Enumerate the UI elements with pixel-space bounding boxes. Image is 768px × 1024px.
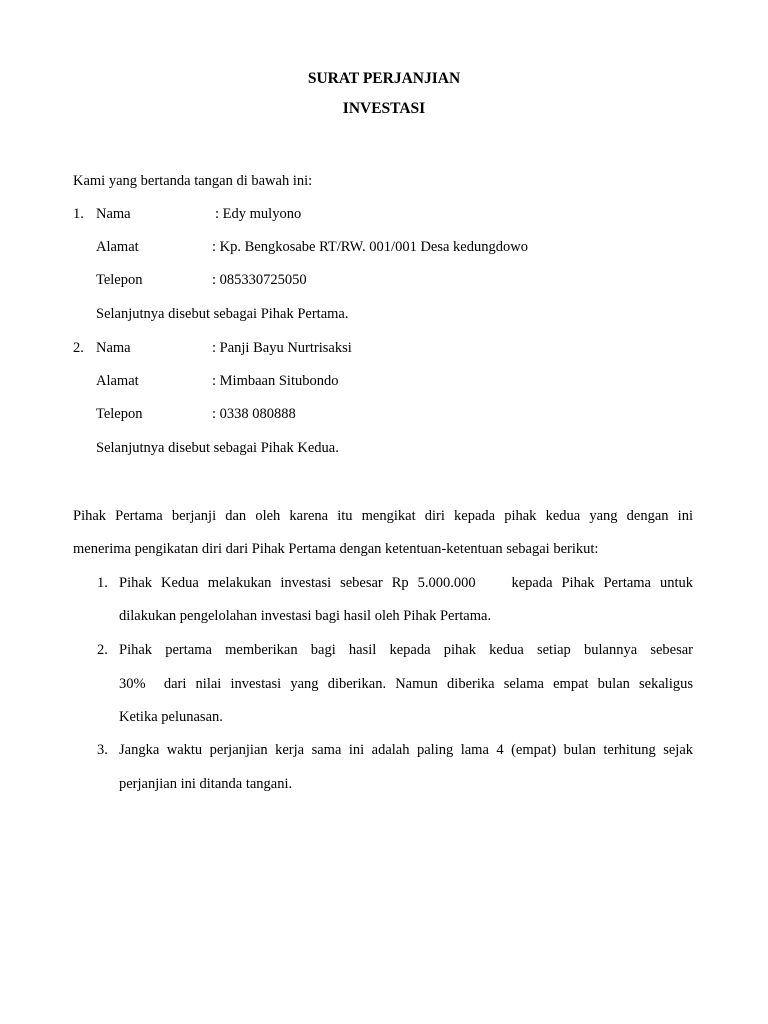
term-1-line-2: dilakukan pengelolahan investasi bagi hasil oleh Pihak Pertama. <box>119 608 492 624</box>
document-subtitle: INVESTASI <box>342 100 426 117</box>
term-3-line-1: Jangka waktu perjanjian kerja sama ini adalah paling lama 4 (empat) bulan terhitung sejak <box>119 742 693 758</box>
party1-address-value: : Kp. Bengkosabe RT/RW. 001/001 Desa kedungdowo <box>212 239 528 255</box>
term-2-line-2: 30% dari nilai investasi yang diberikan. Namun diberika selama empat bulan sekaligus <box>119 676 693 692</box>
party2-phone-value: : 0338 080888 <box>212 406 296 422</box>
party1-phone-value: : 085330725050 <box>212 272 307 288</box>
party1-designation: Selanjutnya disebut sebagai Pihak Pertama. <box>96 306 349 322</box>
party2-phone-label: Telepon <box>96 406 143 422</box>
party1-number: 1. <box>73 206 84 222</box>
term-1-line-1: Pihak Kedua melakukan investasi sebesar Rp 5.000.000 kepada Pihak Pertama untuk <box>119 575 693 591</box>
party2-name-value: : Panji Bayu Nurtrisaksi <box>212 340 352 356</box>
party1-phone-label: Telepon <box>96 272 143 288</box>
party2-name-label: Nama <box>96 340 131 356</box>
term-3-line-2: perjanjian ini ditanda tangani. <box>119 776 293 792</box>
term-2-line-1: Pihak pertama memberikan bagi hasil kepada pihak kedua setiap bulannya sebesar <box>119 642 693 658</box>
term-2-number: 2. <box>97 642 108 658</box>
party2-designation: Selanjutnya disebut sebagai Pihak Kedua. <box>96 440 339 456</box>
term-1-number: 1. <box>97 575 108 591</box>
party1-name-label: Nama <box>96 206 131 222</box>
agreement-paragraph-line-2: menerima pengikatan diri dari Pihak Pertama dengan ketentuan-ketentuan sebagai berikut: <box>73 541 599 557</box>
term-2-line-3: Ketika pelunasan. <box>119 709 223 725</box>
party2-address-value: : Mimbaan Situbondo <box>212 373 339 389</box>
party2-number: 2. <box>73 340 84 356</box>
party1-address-label: Alamat <box>96 239 139 255</box>
document-title: SURAT PERJANJIAN <box>307 70 461 87</box>
party2-address-label: Alamat <box>96 373 139 389</box>
party1-name-value: : Edy mulyono <box>215 206 302 222</box>
agreement-paragraph-line-1: Pihak Pertama berjanji dan oleh karena itu mengikat diri kepada pihak kedua yang dengan ini <box>73 508 693 524</box>
intro-text: Kami yang bertanda tangan di bawah ini: <box>73 173 313 189</box>
term-3-number: 3. <box>97 742 108 758</box>
